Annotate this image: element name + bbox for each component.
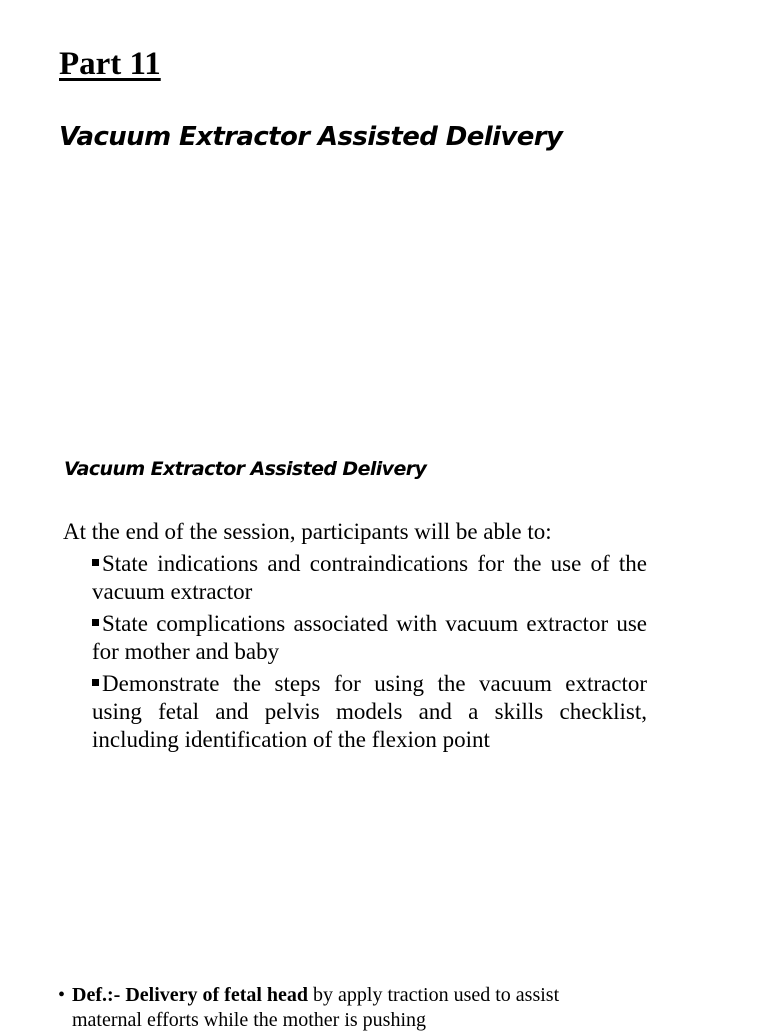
objective-text: State complications associated with vacuum extractor use for mother and baby: [92, 611, 647, 664]
objective-item: [92, 550, 647, 606]
objective-text: State indications and contraindications for the use of the vacuum extractor: [92, 551, 647, 604]
bullet-dot-icon: •: [58, 984, 66, 1006]
square-bullet-icon: [92, 679, 99, 686]
main-title: Vacuum Extractor Assisted Delivery: [59, 122, 563, 152]
definition-label: Def.:-: [72, 984, 121, 1006]
definition-paragraph: [58, 983, 658, 1033]
objectives-list: [92, 550, 647, 758]
objectives-intro: At the end of the session, participants will be able to:: [63, 519, 552, 544]
objective-item: [92, 670, 647, 754]
page-heading: Part 11: [59, 46, 161, 82]
square-bullet-icon: [92, 559, 99, 566]
definition-bold-text: Delivery of fetal head: [125, 984, 309, 1006]
objective-item: [92, 610, 647, 666]
square-bullet-icon: [92, 619, 99, 626]
section-title: Vacuum Extractor Assisted Delivery: [64, 458, 427, 480]
objective-text: Demonstrate the steps for using the vacuum extractor using fetal and pelvis models and a skills checklist, including identification of the flexion point: [92, 671, 647, 752]
definition-text: by apply traction used to assist: [313, 984, 560, 1006]
definition-text-continued: maternal efforts while the mother is pushing: [72, 1009, 426, 1031]
